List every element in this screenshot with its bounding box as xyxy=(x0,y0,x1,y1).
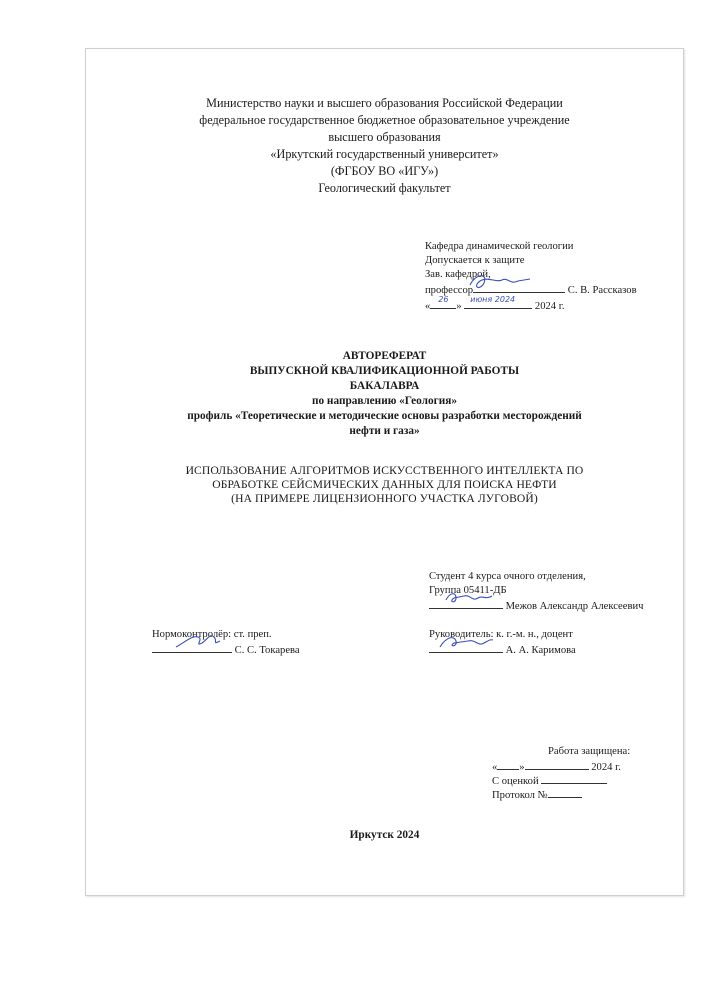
date-day-handwritten: 26 xyxy=(438,295,449,304)
footer-city-year: Иркутск 2024 xyxy=(349,829,420,841)
student-name: Межов Александр Алексеевич xyxy=(505,601,644,612)
thesis-title-line2: ОБРАБОТКЕ СЕЙСМИЧЕСКИХ ДАННЫХ ДЛЯ ПОИСКА НЕФТИ xyxy=(212,478,557,491)
supervisor-name: А. А. Каримова xyxy=(505,645,576,656)
approval-department: Кафедра динамической геологии xyxy=(425,241,574,252)
doc-profile-line1: профиль «Теоретические и методические основы разработки месторождений xyxy=(187,410,582,422)
student-course: Студент 4 курса очного отделения, xyxy=(429,571,586,582)
defense-protocol-row xyxy=(492,787,582,803)
date-open-quote: « xyxy=(425,301,431,312)
header-abbreviation: (ФГБОУ ВО «ИГУ») xyxy=(330,164,439,178)
defense-grade-line xyxy=(541,773,607,784)
date-day-line xyxy=(430,295,456,309)
doc-degree: БАКАЛАВРА xyxy=(349,380,420,392)
approval-head-label: Зав. кафедрой, xyxy=(425,269,491,280)
defense-protocol: Протокол № xyxy=(492,790,548,801)
date-month-handwritten: июня 2024 xyxy=(470,295,516,304)
document-page xyxy=(85,48,684,896)
date-close-quote: » xyxy=(456,301,462,312)
head-signature xyxy=(466,271,536,293)
normcontrol-signature xyxy=(174,631,222,651)
approval-position: профессор xyxy=(425,285,474,296)
approval-date-row xyxy=(425,295,565,314)
approval-head-name: С. В. Рассказов xyxy=(567,285,637,296)
normcontrol-label: Нормоконтролёр: ст. преп. xyxy=(152,629,272,640)
thesis-title-line3: (НА ПРИМЕРЕ ЛИЦЕНЗИОННОГО УЧАСТКА ЛУГОВОЙ) xyxy=(231,492,538,505)
defense-year: 2024 г. xyxy=(591,762,621,773)
header-faculty: Геологический факультет xyxy=(318,181,451,195)
student-group: Группа 05411-ДБ xyxy=(429,585,507,596)
defense-grade: С оценкой xyxy=(492,776,539,787)
doc-direction: по направлению «Геология» xyxy=(311,395,458,407)
defense-month-line xyxy=(525,759,589,770)
doc-profile-line2: нефти и газа» xyxy=(349,425,420,437)
defense-protocol-line xyxy=(548,787,582,798)
doc-type: АВТОРЕФЕРАТ xyxy=(342,350,427,362)
header-education-level: высшего образования xyxy=(328,130,441,144)
header-ministry: Министерство науки и высшего образования Российской Федерации xyxy=(206,96,563,110)
supervisor-label: Руководитель: к. г.-м. н., доцент xyxy=(429,629,573,640)
thesis-title-line1: ИСПОЛЬЗОВАНИЕ АЛГОРИТМОВ ИСКУССТВЕННОГО ИНТЕЛЛЕКТА ПО xyxy=(185,464,584,477)
defense-day-line xyxy=(497,759,519,770)
supervisor-signature xyxy=(438,633,494,651)
defense-date-open-quote: « xyxy=(492,762,498,773)
defense-protected: Работа защищена: xyxy=(548,746,631,757)
approval-year: 2024 г. xyxy=(534,301,565,312)
student-signature xyxy=(444,590,494,606)
date-month-line xyxy=(464,295,532,309)
approval-admitted: Допускается к защите xyxy=(425,255,525,266)
doc-work: ВЫПУСКНОЙ КВАЛИФИКАЦИОННОЙ РАБОТЫ xyxy=(249,365,520,377)
header-university: «Иркутский государственный университет» xyxy=(270,147,499,161)
defense-date-close-quote: » xyxy=(519,762,525,773)
normcontrol-name: С. С. Токарева xyxy=(234,645,300,656)
header-institution-type: федеральное государственное бюджетное образовательное учреждение xyxy=(199,113,570,127)
